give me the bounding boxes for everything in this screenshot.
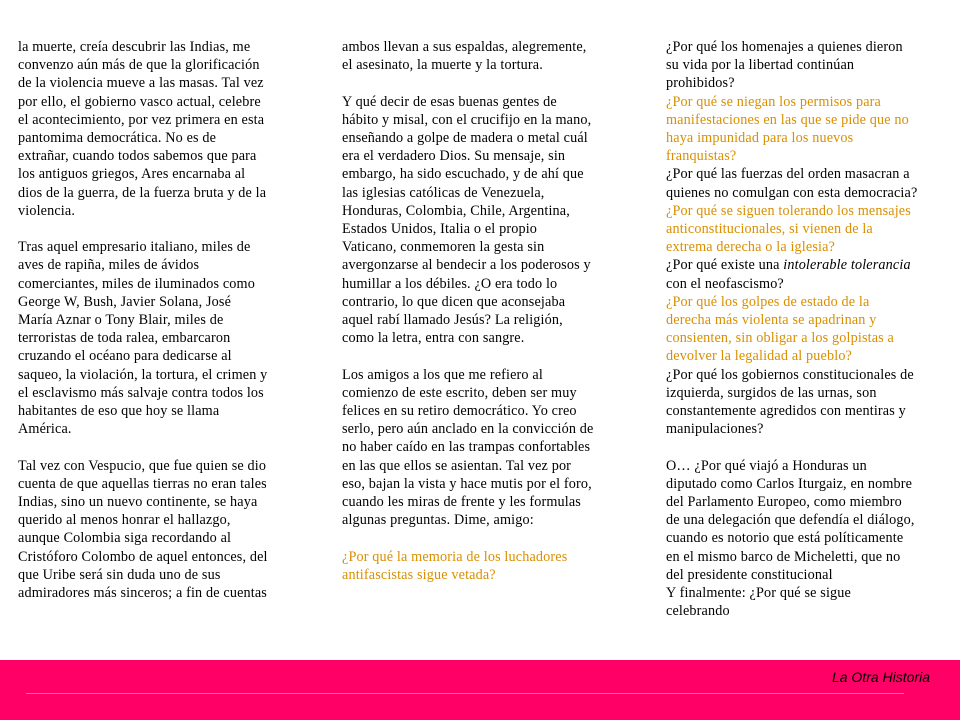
text-line: ¿Por qué se niegan los permisos para xyxy=(666,93,882,110)
text-line: Tal vez con Vespucio, que fue quien se dio xyxy=(18,457,267,474)
text-line: América. xyxy=(18,421,72,438)
text-line: la muerte, creía descubrir las Indias, me xyxy=(18,39,251,55)
text-line: extrañar, cuando todos sabemos que para xyxy=(18,148,257,165)
text-line: haya impunidad para los nuevos xyxy=(666,130,854,147)
paragraph xyxy=(666,584,951,620)
text-line: convenzo aún más de que la glorificación xyxy=(18,57,260,74)
text-line: en el mismo barco de Micheletti, que no xyxy=(666,548,901,565)
paragraph xyxy=(342,366,627,530)
text-line: prohibidos? xyxy=(666,75,735,92)
text-line: no haber caído en las trampas confortables xyxy=(342,439,591,456)
text-line: ¿Por qué se siguen tolerando los mensajes xyxy=(666,202,911,219)
text-line: aquel rabí llamado Jesús? La religión, xyxy=(342,312,563,329)
text-line: era el verdadero Dios. Su mensaje, sin xyxy=(342,148,566,165)
footer-title: La Otra Historia xyxy=(831,669,930,685)
text-line: comienzo de este escrito, deben ser muy xyxy=(342,384,577,401)
text-line: O… ¿Por qué viajó a Honduras un xyxy=(666,457,867,474)
text-line: antifascistas sigue vetada? xyxy=(342,566,496,583)
text-line: contrario, lo que dicen que aconsejaba xyxy=(342,293,566,310)
text-line: cuando les miras de frente y les formulas xyxy=(342,494,581,511)
text-column-3 xyxy=(666,38,951,620)
text-line: aves de rapiña, miles de ávidos xyxy=(18,257,200,274)
text-line: por ello, el gobierno vasco actual, celebre xyxy=(18,93,261,110)
text-line: manipulaciones? xyxy=(666,421,764,438)
paragraph xyxy=(342,93,627,348)
text-line: pantomima democrática. No es de xyxy=(18,130,217,147)
text-line: cuenta de que aquellas tierras no eran tales xyxy=(18,475,267,492)
text-line: cruzando el océano para dedicarse al xyxy=(18,348,232,365)
text-line: ¿Por qué los homenajes a quienes dieron xyxy=(666,39,903,55)
text-line: humillar a los débiles. ¿O era todo lo xyxy=(342,275,558,292)
text-line: saqueo, la violación, la tortura, el crimen y xyxy=(18,366,268,383)
text-line: comerciantes, miles de iluminados como xyxy=(18,275,255,292)
text-column-1 xyxy=(18,38,308,620)
text-line: de una delegación que defendía el diálogo, xyxy=(666,512,915,529)
text-line: los antiguos griegos, Ares encarnaba al xyxy=(18,166,246,183)
text-line: constantemente agredidos con mentiras y xyxy=(666,403,906,420)
text-line: Vaticano, conmemoren la gesta sin xyxy=(342,239,545,256)
footer-bar xyxy=(0,660,960,720)
text-line: Cristóforo Colombo de aquel entonces, del xyxy=(18,548,268,565)
text-line: devolver la legalidad al pueblo? xyxy=(666,348,853,365)
text-line: cuando es notorio que está políticamente xyxy=(666,530,904,547)
text-line: Indias, sino un nuevo continente, se haya xyxy=(18,494,258,511)
paragraph xyxy=(18,457,308,603)
text-line: ¿Por qué existe una intolerable tolerancia xyxy=(666,257,911,274)
text-line: dios de la guerra, de la fuerza bruta y de la xyxy=(18,184,267,201)
text-line: admiradores más sinceros; a fin de cuentas xyxy=(18,585,267,602)
paragraph xyxy=(342,38,627,74)
paragraph xyxy=(666,202,951,257)
text-line: anticonstitucionales, si vienen de la xyxy=(666,221,873,238)
text-line: eso, bajan la vista y hace mutis por el foro, xyxy=(342,475,592,492)
text-line: celebrando xyxy=(666,603,730,620)
text-line: como la letra, entra con sangre. xyxy=(342,330,525,347)
footer-divider xyxy=(26,693,904,694)
paragraph xyxy=(666,457,951,584)
text-line: aunque Colombia siga recordando al xyxy=(18,530,232,547)
text-line: enseñando a golpe de madera o metal cuál xyxy=(342,130,588,146)
text-line: extrema derecha o la iglesia? xyxy=(666,239,835,256)
text-line: ambos llevan a sus espaldas, alegremente, xyxy=(342,39,587,55)
text-line: querido al menos honrar el hallazgo, xyxy=(18,512,231,529)
text-line: en las que ellos se asientan. Tal vez por xyxy=(342,457,572,474)
text-line: consienten, sin obligar a los golpistas a xyxy=(666,330,894,347)
text-line: que Uribe será sin duda uno de sus xyxy=(18,566,221,583)
text-line: izquierda, surgidos de las urnas, son xyxy=(666,384,877,401)
text-line: ¿Por qué los golpes de estado de la xyxy=(666,293,870,310)
text-line: el esclavismo más salvaje contra todos los xyxy=(18,384,264,401)
text-line: Estados Unidos, Italia o el propio xyxy=(342,221,538,238)
text-column-2 xyxy=(342,38,627,602)
text-line: del Parlamento Europeo, como miembro xyxy=(666,494,902,511)
text-line: el acontecimiento, por vez primera en esta xyxy=(18,111,265,128)
paragraph xyxy=(666,256,951,292)
text-line: hábito y misal, con el crucifijo en la mano, xyxy=(342,111,592,128)
text-line: franquistas? xyxy=(666,148,737,165)
paragraph xyxy=(666,38,951,93)
paragraph xyxy=(666,293,951,366)
text-line: Y finalmente: ¿Por qué se sigue xyxy=(666,585,851,602)
text-line: terroristas de toda ralea, embarcaron xyxy=(18,330,231,347)
text-line: ¿Por qué las fuerzas del orden masacran a xyxy=(666,166,910,183)
text-line: George W, Bush, Javier Solana, José xyxy=(18,293,232,310)
text-line: quienes no comulgan con esta democracia? xyxy=(666,184,918,201)
text-line: algunas preguntas. Dime, amigo: xyxy=(342,512,534,529)
text-line: el asesinato, la muerte y la tortura. xyxy=(342,57,543,74)
text-line: las iglesias católicas de Venezuela, xyxy=(342,184,545,201)
paragraph xyxy=(342,548,627,584)
text-line: embargo, ha sido escuchado, y de ahí que xyxy=(342,166,584,183)
text-line: felices en su retiro democrático. Yo creo xyxy=(342,403,577,420)
text-line: de la violencia mueve a las masas. Tal vez xyxy=(18,75,264,92)
paragraph xyxy=(666,165,951,201)
text-line: derecha más violenta se apadrinan y xyxy=(666,312,877,329)
text-line: ¿Por qué los gobiernos constitucionales de xyxy=(666,366,914,383)
text-line: ¿Por qué la memoria de los luchadores xyxy=(342,548,568,565)
paragraph xyxy=(666,366,951,439)
text-line: serlo, pero aún anclado en la convicción de xyxy=(342,421,594,438)
text-line: con el neofascismo? xyxy=(666,275,784,292)
text-line: diputado como Carlos Iturgaiz, en nombre xyxy=(666,475,913,492)
text-line: avergonzarse al bendecir a los poderosos y xyxy=(342,257,591,274)
text-line: manifestaciones en las que se pide que no xyxy=(666,111,909,128)
emphasis: intolerable tolerancia xyxy=(783,257,911,274)
text-line: del presidente constitucional xyxy=(666,566,833,583)
paragraph xyxy=(18,38,308,220)
text-line: Honduras, Colombia, Chile, Argentina, xyxy=(342,202,570,219)
text-line: María Aznar o Tony Blair, miles de xyxy=(18,312,224,329)
text-line: habitantes de eso que hoy se llama xyxy=(18,403,220,420)
text-line: Tras aquel empresario italiano, miles de xyxy=(18,239,251,256)
paragraph xyxy=(18,238,308,438)
text-line: Y qué decir de esas buenas gentes de xyxy=(342,93,557,110)
text-line: Los amigos a los que me refiero al xyxy=(342,366,543,383)
paragraph xyxy=(666,93,951,166)
text-line: su vida por la libertad continúan xyxy=(666,57,855,74)
text-line: violencia. xyxy=(18,202,76,219)
